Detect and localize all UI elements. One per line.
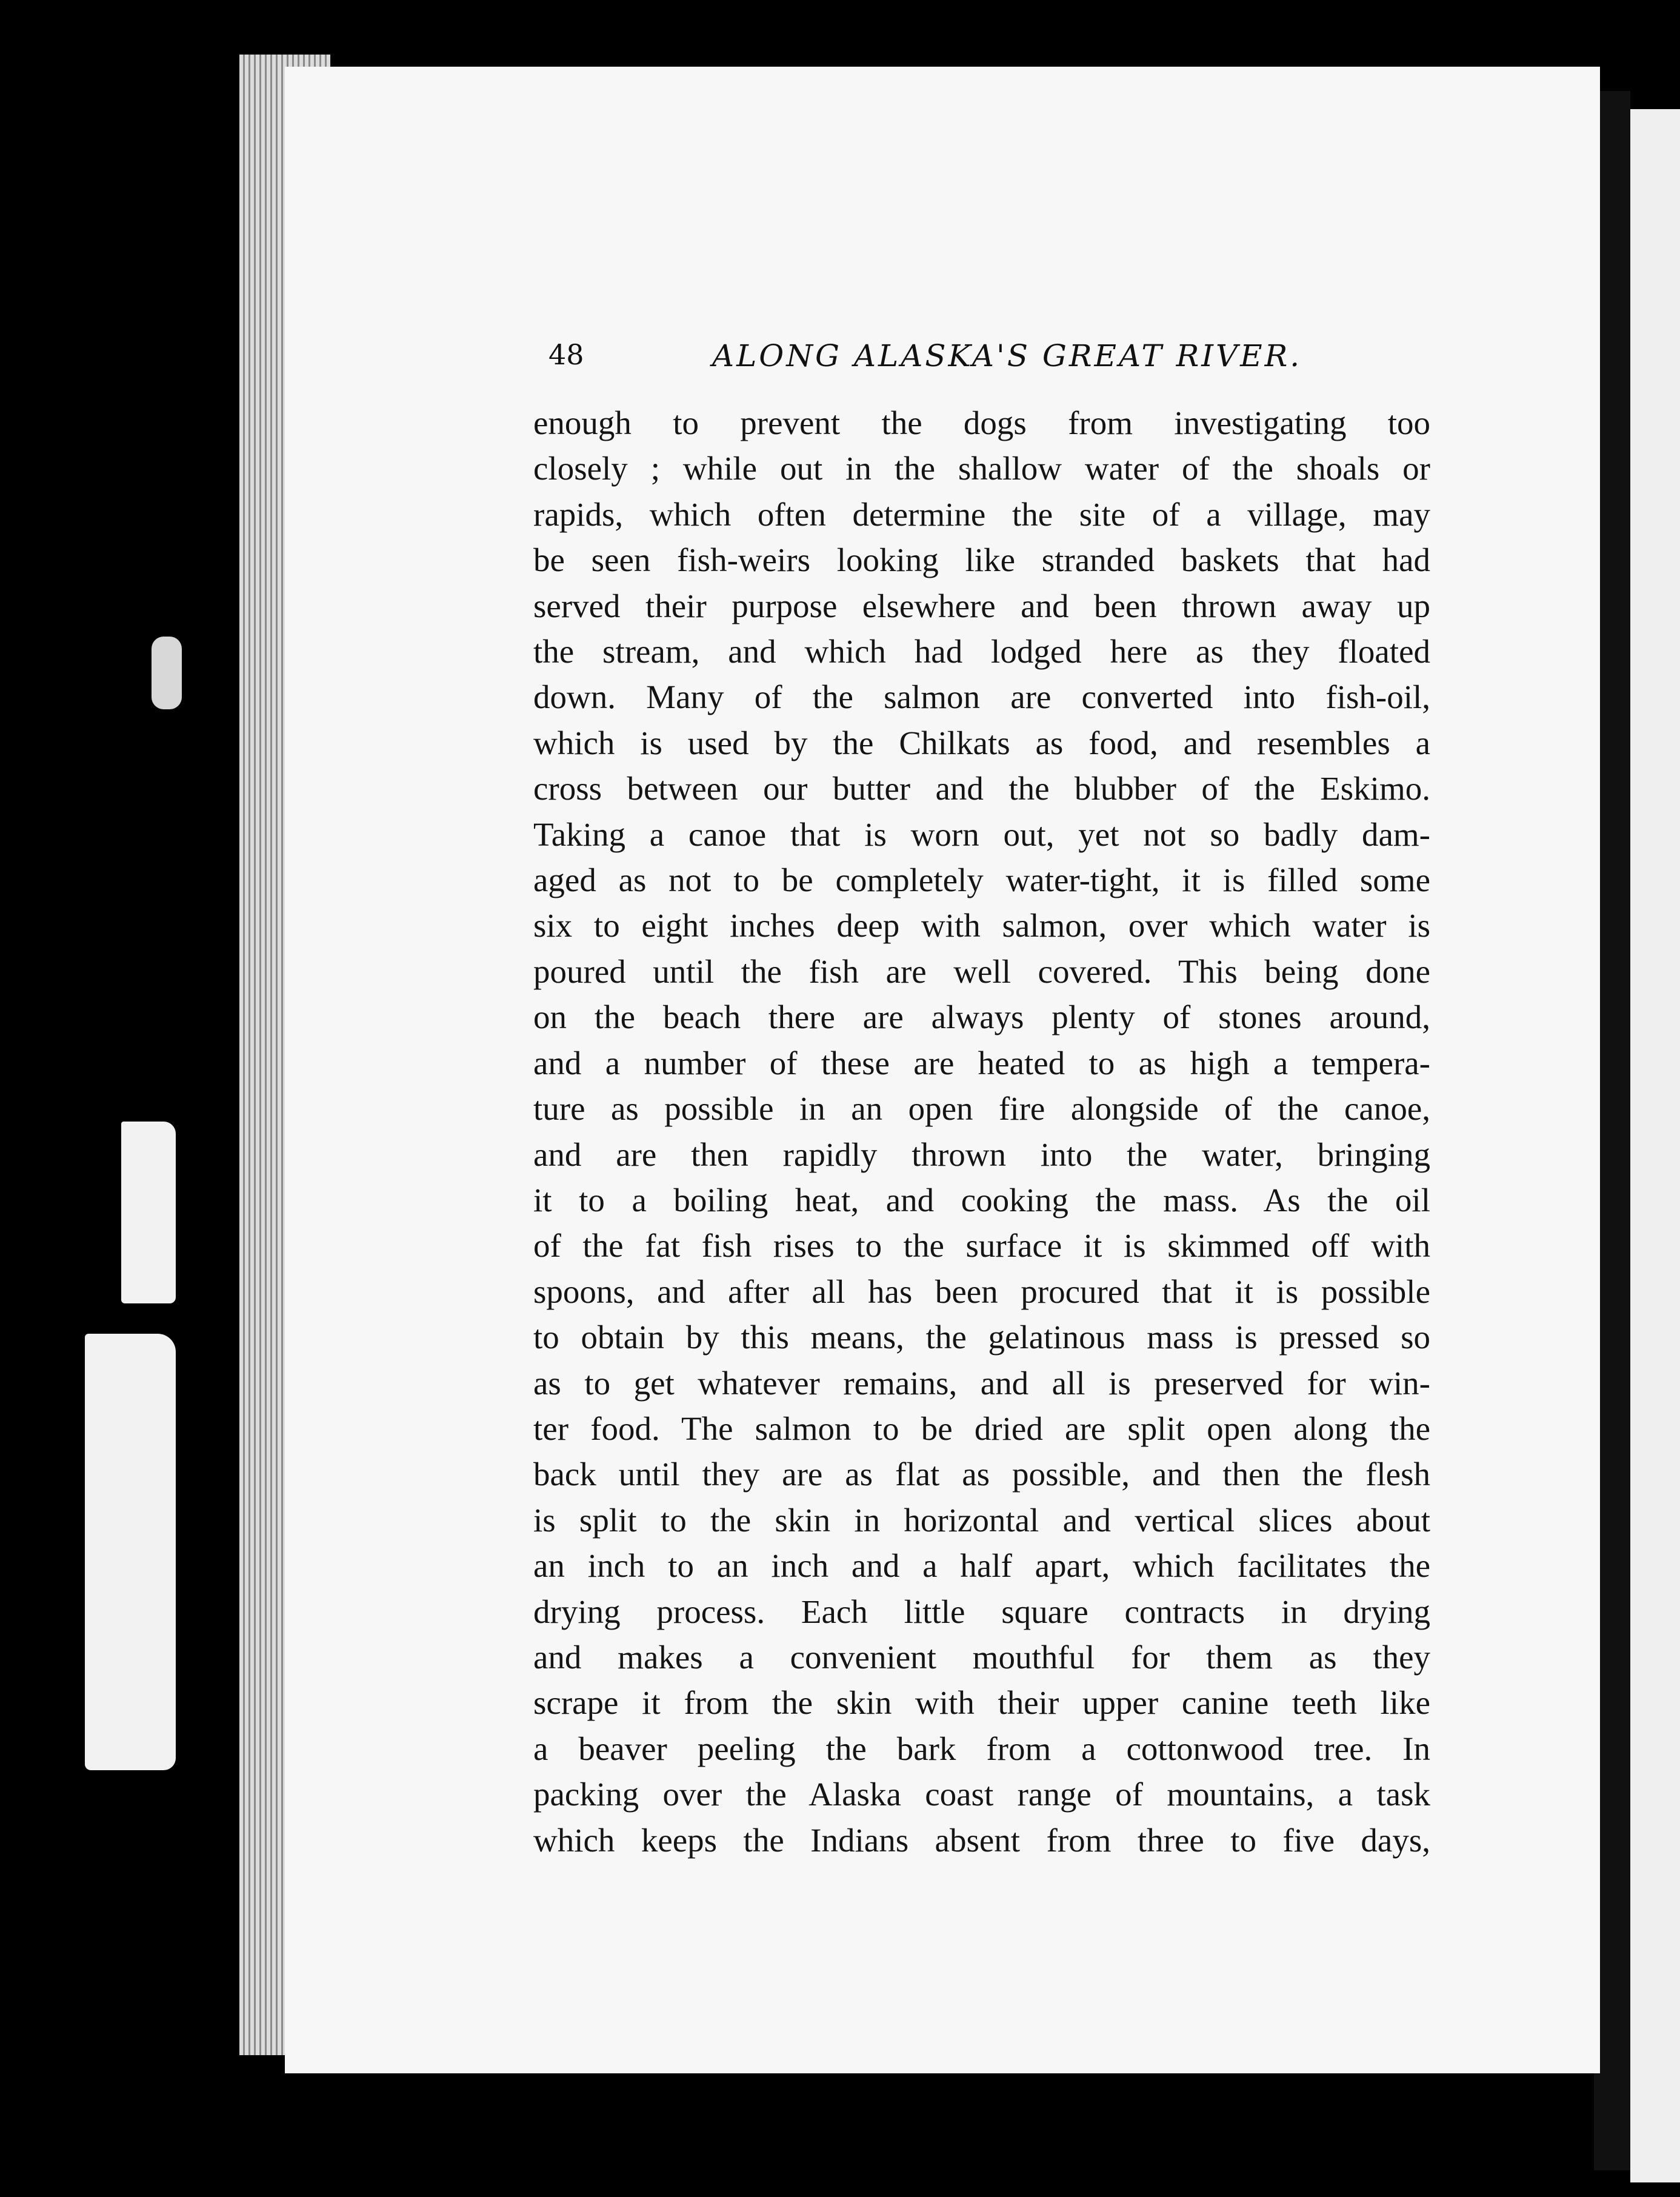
text-line: it to a boiling heat, and cooking the mass. As the oil — [533, 1181, 1430, 1219]
page-header — [548, 338, 1302, 381]
torn-paper-fragment — [121, 1122, 176, 1303]
text-line: as to get whatever remains, and all is preserved for win- — [533, 1364, 1430, 1402]
text-line: which is used by the Chilkats as food, and resembles a — [533, 724, 1430, 761]
text-line: poured until the fish are well covered. This being done — [533, 952, 1430, 990]
adjacent-page-edge — [1630, 109, 1680, 2182]
text-line: and a number of these are heated to as high a tempera- — [533, 1044, 1430, 1082]
text-line: ture as possible in an open fire alongside of the canoe, — [533, 1090, 1430, 1128]
text-line: six to eight inches deep with salmon, over which water is — [533, 907, 1430, 945]
text-line: of the fat fish rises to the surface it is skimmed off with — [533, 1227, 1430, 1265]
text-line: rapids, which often determine the site of a village, may — [533, 495, 1430, 533]
text-line: down. Many of the salmon are converted into fish-oil, — [533, 678, 1430, 716]
text-line: spoons, and after all has been procured that it is possible — [533, 1272, 1430, 1310]
text-line: an inch to an inch and a half apart, which facilitates the — [533, 1547, 1430, 1585]
text-line: closely ; while out in the shallow water of the shoals or — [533, 450, 1430, 487]
text-line: on the beach there are always plenty of stones around, — [533, 998, 1430, 1036]
running-head: ALONG ALASKA'S GREAT RIVER. — [712, 338, 1302, 373]
page-number: 48 — [548, 338, 584, 371]
text-line: a beaver peeling the bark from a cottonwood tree. In — [533, 1730, 1430, 1767]
text-line: be seen fish-weirs looking like stranded baskets that had — [533, 541, 1430, 579]
body-text — [533, 400, 1430, 1863]
text-line: served their purpose elsewhere and been thrown away up — [533, 587, 1430, 624]
text-line: aged as not to be completely water-tight, it is filled some — [533, 861, 1430, 899]
text-line: is split to the skin in horizontal and vertical slices about — [533, 1501, 1430, 1539]
text-line: cross between our butter and the blubber of the Eskimo. — [533, 770, 1430, 808]
text-line: scrape it from the skin with their upper canine teeth like — [533, 1684, 1430, 1722]
text-line: drying process. Each little square contracts in drying — [533, 1593, 1430, 1630]
text-line: ter food. The salmon to be dried are split open along the — [533, 1409, 1430, 1447]
text-line: packing over the Alaska coast range of mountains, a task — [533, 1776, 1430, 1813]
text-line: and are then rapidly thrown into the water, bringing — [533, 1135, 1430, 1173]
torn-paper-fragment — [152, 637, 182, 709]
text-line: which keeps the Indians absent from three to five days, — [533, 1821, 1430, 1859]
text-line: the stream, and which had lodged here as they floated — [533, 633, 1430, 670]
text-line: and makes a convenient mouthful for them as they — [533, 1638, 1430, 1676]
text-line: enough to prevent the dogs from investigating too — [533, 404, 1430, 441]
text-line: to obtain by this means, the gelatinous mass is pressed so — [533, 1319, 1430, 1356]
text-line: back until they are as flat as possible, and then the flesh — [533, 1456, 1430, 1493]
text-line: Taking a canoe that is worn out, yet not so badly dam- — [533, 815, 1430, 853]
torn-paper-fragment — [85, 1334, 176, 1770]
